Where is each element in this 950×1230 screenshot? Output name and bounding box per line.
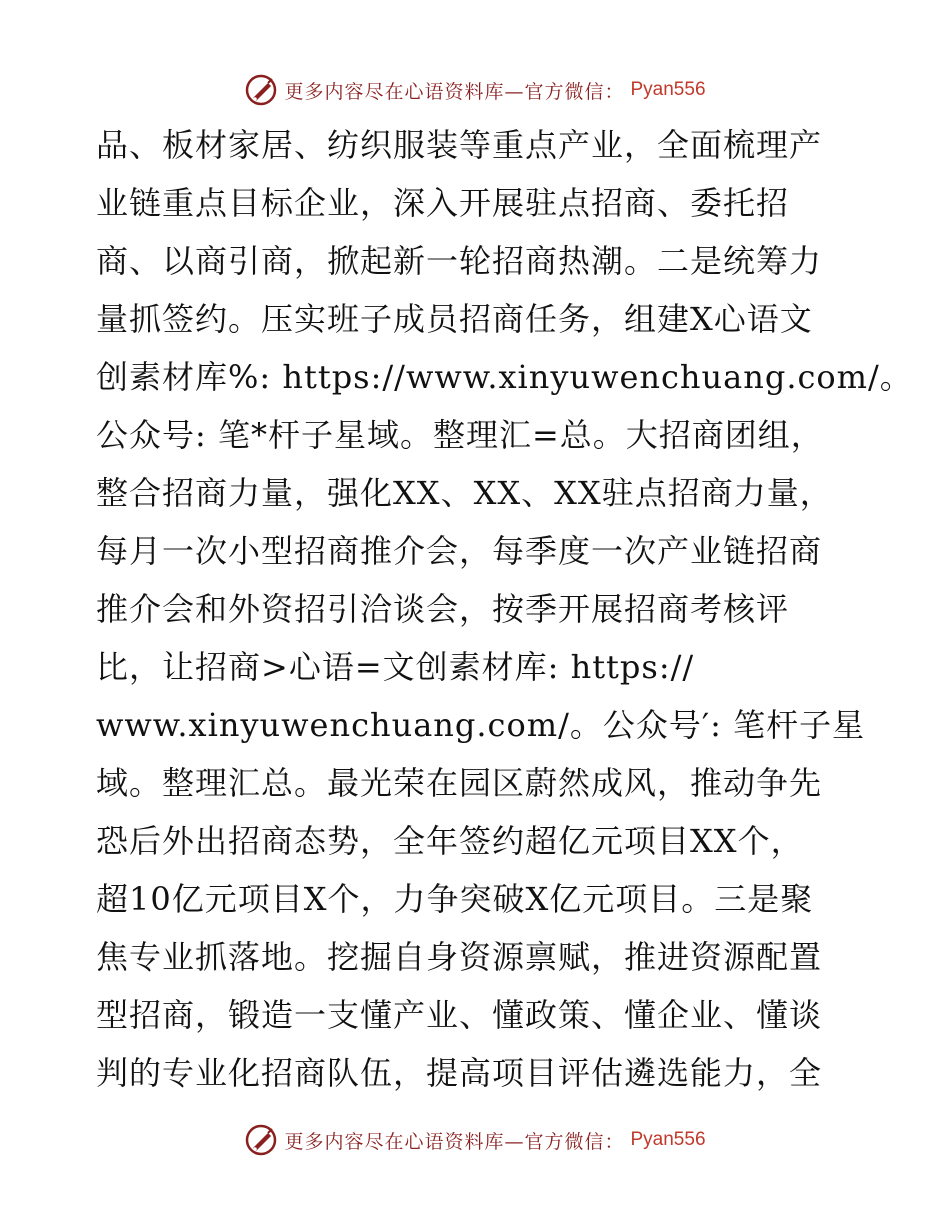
text-line: 量抓签约。压实班子成员招商任务，组建X心语文 — [96, 300, 813, 338]
text-line: 品、板材家居、纺织服装等重点产业，全面梳理产 — [96, 126, 823, 164]
text-line: 商、以商引商，掀起新一轮招商热潮。二是统筹力 — [96, 242, 823, 280]
text-line: 恐后外出招商态势，全年签约超亿元项目XX个， — [96, 822, 804, 860]
footer-wechat-id: Pyan556 — [630, 1129, 706, 1150]
text-line: 判的专业化招商队伍，提高项目评估遴选能力，全 — [96, 1054, 823, 1092]
text-line: 公众号: 笔*杆子星域。整理汇=总。大招商团组， — [96, 416, 824, 454]
text-line: www.xinyuwenchuang.com/。公众号′: 笔杆子星 — [96, 706, 866, 744]
text-line: 超10亿元项目X个，力争突破X亿元项目。三是聚 — [96, 880, 814, 918]
footer-banner-text: 更多内容尽在心语资料库—官方微信： — [284, 1130, 625, 1153]
text-line: 业链重点目标企业，深入开展驻点招商、委托招 — [96, 184, 790, 222]
text-line: 焦专业抓落地。挖掘自身资源禀赋，推进资源配置 — [96, 938, 823, 976]
text-line: 整合招商力量，强化XX、XX、XX驻点招商力量， — [96, 474, 833, 512]
text-line: 创素材库%: https://www.xinyuwenchuang.com/。 — [96, 358, 913, 396]
text-line: 比，让招商>心语=文创素材库: https:// — [96, 648, 695, 686]
text-line: 域。整理汇总。最光荣在园区蔚然成风，推动争先 — [96, 764, 823, 802]
header-banner-text: 更多内容尽在心语资料库—官方微信： — [284, 80, 625, 103]
text-line: 每月一次小型招商推介会，每季度一次产业链招商 — [96, 532, 823, 570]
quill-pen-logo-icon — [244, 1123, 278, 1157]
footer-banner — [0, 1120, 950, 1160]
text-line: 推介会和外资招引洽谈会，按季开展招商考核评 — [96, 590, 790, 628]
quill-pen-logo-icon — [244, 73, 278, 107]
header-wechat-id: Pyan556 — [630, 79, 706, 100]
header-banner — [0, 70, 950, 110]
document-body — [96, 116, 913, 1102]
text-line: 型招商，锻造一支懂产业、懂政策、懂企业、懂谈 — [96, 996, 823, 1034]
